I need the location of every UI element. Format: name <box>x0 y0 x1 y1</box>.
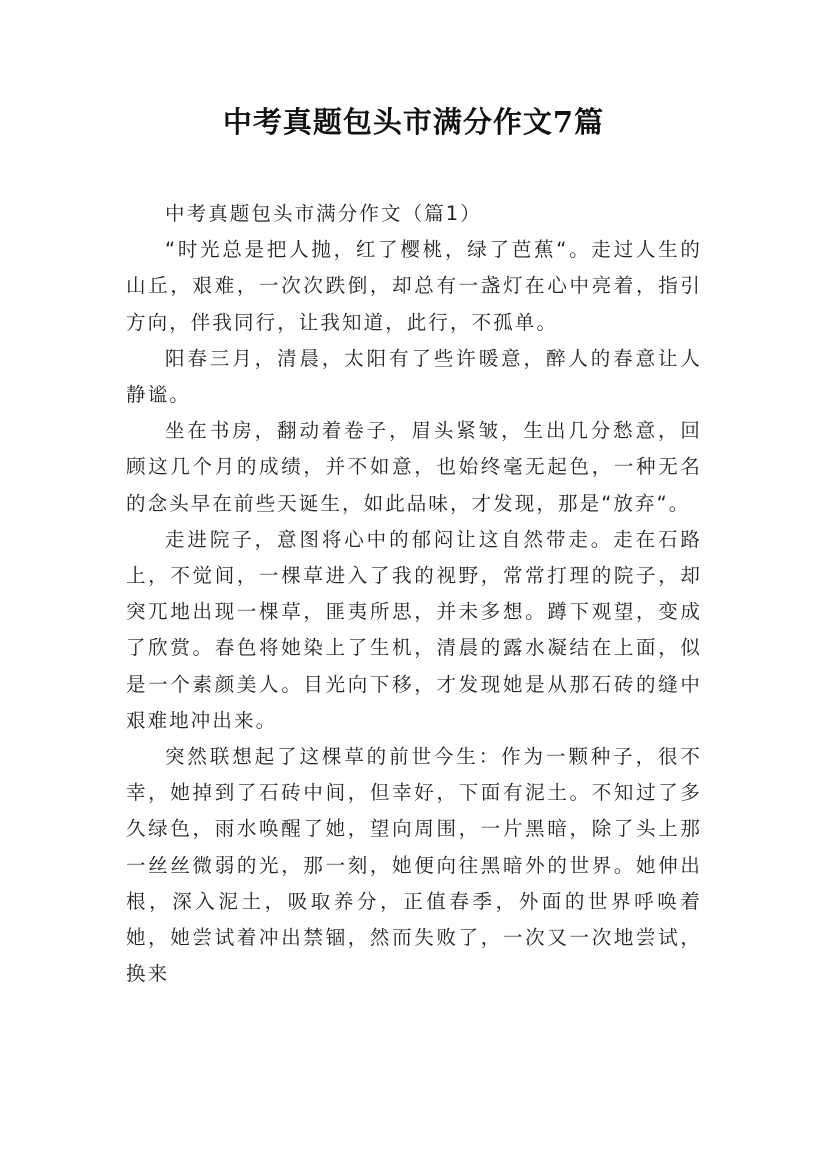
paragraph: “时光总是把人抛，红了樱桃，绿了芭蕉“。走过人生的山丘，艰难，一次次跌倒，却总有一盏灯在心中亮着，指引方向，伴我同行，让我知道，此行，不孤单。 <box>126 238 702 334</box>
section-heading: 中考真题包头市满分作文（篇1） <box>165 202 482 225</box>
paragraph: 阳春三月，清晨，太阳有了些许暖意，醉人的春意让人静谧。 <box>126 346 702 407</box>
paragraph: 走进院子，意图将心中的郁闷让这自然带走。走在石路上，不觉间，一棵草进入了我的视野，常常打理的院子，却突兀地出现一棵草，匪夷所思，并未多想。蹲下观望，变成了欣赏。春色将她染上了生机，清晨的露水凝结在上面，似是一个素颜美人。目光向下移，才发现她是从那石砖的缝中艰难地冲出来。 <box>126 527 702 732</box>
paragraph: 突然联想起了这棵草的前世今生：作为一颗种子，很不幸，她掉到了石砖中间，但幸好，下面有泥土。不知过了多久绿色，雨水唤醒了她，望向周围，一片黑暗，除了头上那一丝丝微弱的光，那一刻，她便向往黑暗外的世界。她伸出根，深入泥土，吸取养分，正值春季，外面的世界呼唤着她，她尝试着冲出禁锢，然而失败了，一次又一次地尝试，换来 <box>126 745 702 986</box>
document-title: 中考真题包头市满分作文7篇 <box>222 105 605 139</box>
paragraph: 坐在书房，翻动着卷子，眉头紧皱，生出几分愁意，回顾这几个月的成绩，并不如意，也始终毫无起色，一种无名的念头早在前些天诞生，如此品味，才发现，那是“放弃“。 <box>126 419 702 515</box>
document-body <box>126 196 702 992</box>
